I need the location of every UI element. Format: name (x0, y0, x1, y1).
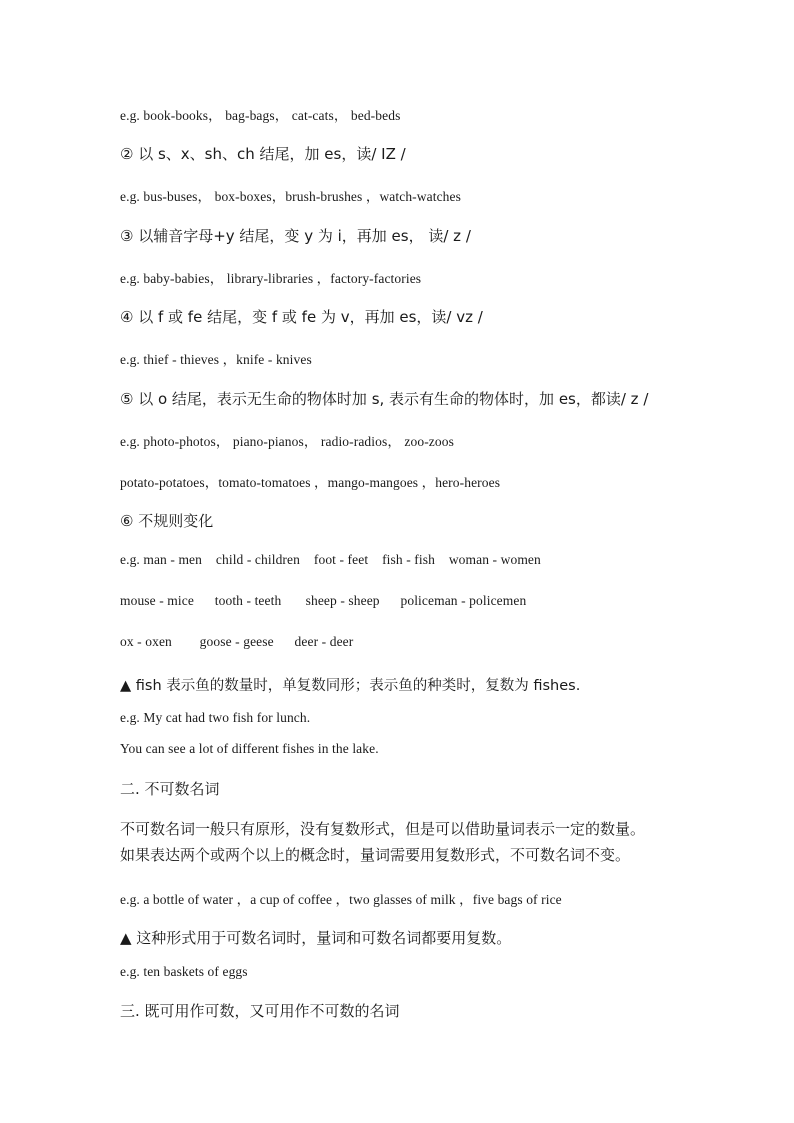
example-line: e.g. man - men child - children foot - feet fish - fish woman - women (120, 552, 541, 567)
example-line: e.g. book-books， bag-bags， cat-cats， bed-beds (120, 108, 401, 123)
section-heading: 三. 既可用作可数，又可用作不可数的名词 (120, 1002, 400, 1020)
example-line: e.g. baby-babies， library-libraries ，factory-factories (120, 271, 422, 286)
example-line: ox - oxen goose - geese deer - deer (120, 634, 354, 649)
example-line: e.g. a bottle of water ，a cup of coffee ，two glasses of milk ，five bags of rice (120, 892, 562, 907)
example-line: e.g. ten baskets of eggs (120, 964, 248, 979)
example-line: e.g. bus-buses， box-boxes，brush-brushes ，watch-watches (120, 189, 461, 204)
example-line: You can see a lot of different fishes in the lake. (120, 741, 379, 756)
note-line: ▲ 这种形式用于可数名词时，量词和可数名词都要用复数。 (120, 929, 512, 947)
example-line: e.g. photo-photos， piano-pianos， radio-radios， zoo-zoos (120, 434, 454, 449)
paragraph-line: 如果表达两个或两个以上的概念时，量词需要用复数形式，不可数名词不变。 (120, 846, 631, 864)
rule-heading: ② 以 s、x、sh、ch 结尾，加 es，读/ IZ / (120, 145, 406, 163)
rule-heading: ⑤ 以 o 结尾，表示无生命的物体时加 s, 表示有生命的物体时，加 es，都读/ z / (120, 390, 649, 408)
section-heading: 二. 不可数名词 (120, 780, 220, 798)
example-line: potato-potatoes，tomato-tomatoes ，mango-mangoes ，hero-heroes (120, 475, 501, 490)
rule-heading: ⑥ 不规则变化 (120, 512, 214, 530)
example-line: mouse - mice tooth - teeth sheep - sheep policeman - policemen (120, 593, 527, 608)
example-line: e.g. My cat had two fish for lunch. (120, 710, 311, 725)
note-line: ▲ fish 表示鱼的数量时，单复数同形；表示鱼的种类时，复数为 fishes. (120, 678, 581, 694)
rule-heading: ④ 以 f 或 fe 结尾，变 f 或 fe 为 v，再加 es，读/ vz / (120, 308, 483, 326)
example-line: e.g. thief - thieves ，knife - knives (120, 352, 312, 367)
rule-heading: ③ 以辅音字母+y 结尾，变 y 为 i，再加 es， 读/ z / (120, 227, 471, 245)
body-paragraph (120, 816, 690, 868)
paragraph-line: 不可数名词一般只有原形，没有复数形式，但是可以借助量词表示一定的数量。 (120, 820, 646, 838)
